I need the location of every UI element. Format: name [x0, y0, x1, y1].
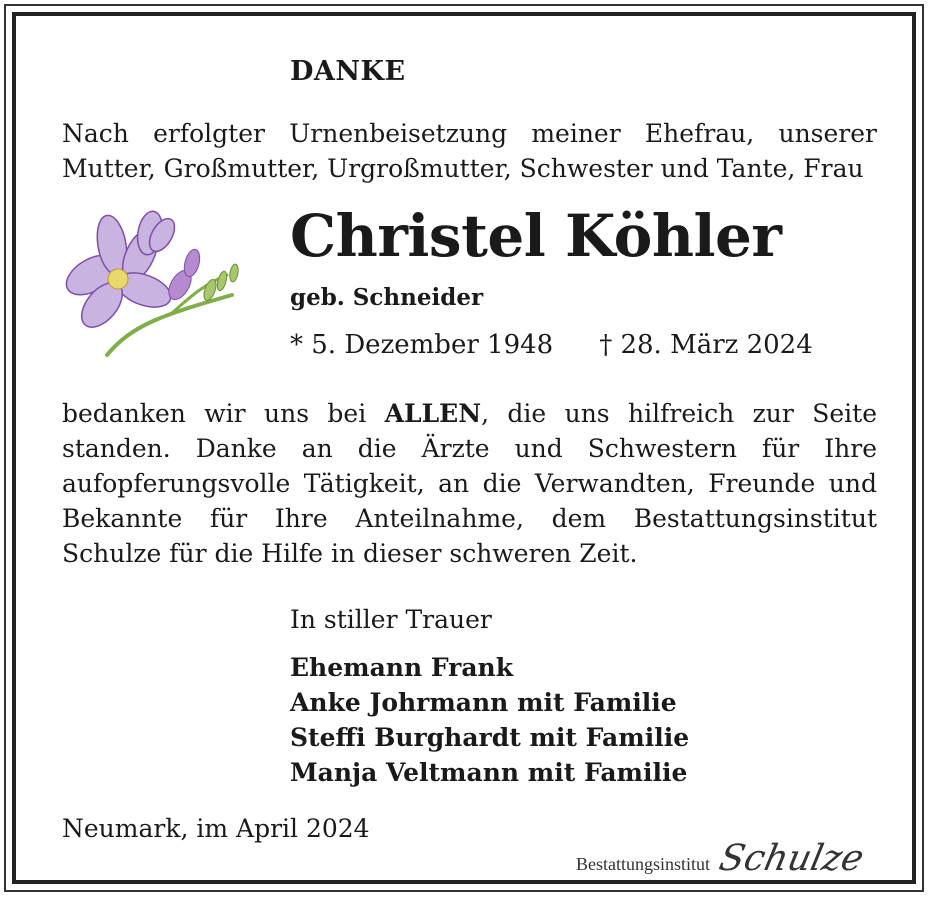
thanks-emphasis: ALLEN — [384, 399, 482, 428]
family-member: Manja Veltmann mit Familie — [290, 758, 688, 787]
deceased-name: Christel Köhler — [290, 202, 782, 270]
life-dates — [290, 330, 813, 360]
funeral-home — [576, 838, 868, 879]
place-date: Neumark, im April 2024 — [62, 814, 370, 843]
family-member: Ehemann Frank — [290, 653, 514, 682]
intro-text: Nach erfolgter Urnenbeisetzung meiner Ehefrau, unserer Mutter, Großmutter, Urgroßmutter, Schwester und Tante, Frau — [62, 119, 877, 183]
family-member: Steffi Burghardt mit Familie — [290, 723, 690, 752]
thanks-after: , die uns hilfreich zur Seite standen. Danke an die Ärzte und Schwestern für Ihre aufopferungsvolle Tätigkeit, an die Verwandten, Freunde und Bekannte für Ihre Anteilnahme, dem Bestattungsinstitut Schulze für die Hilfe in dieser schweren Zeit. — [62, 399, 877, 568]
thanks-text — [62, 396, 877, 571]
funeral-home-logo: Schulze — [715, 838, 868, 879]
birth-date: * 5. Dezember 1948 — [290, 330, 554, 360]
family-list — [290, 650, 689, 790]
maiden-name: geb. Schneider — [290, 284, 484, 311]
funeral-home-label: Bestattungsinstitut — [576, 854, 711, 874]
thanks-before: bedanken wir uns bei — [62, 399, 385, 428]
family-member: Anke Johrmann mit Familie — [290, 688, 677, 717]
freesia-flower-icon — [52, 205, 252, 365]
death-date: † 28. März 2024 — [599, 330, 813, 360]
notice-heading: DANKE — [290, 56, 406, 87]
mourning-line: In stiller Trauer — [290, 605, 492, 634]
